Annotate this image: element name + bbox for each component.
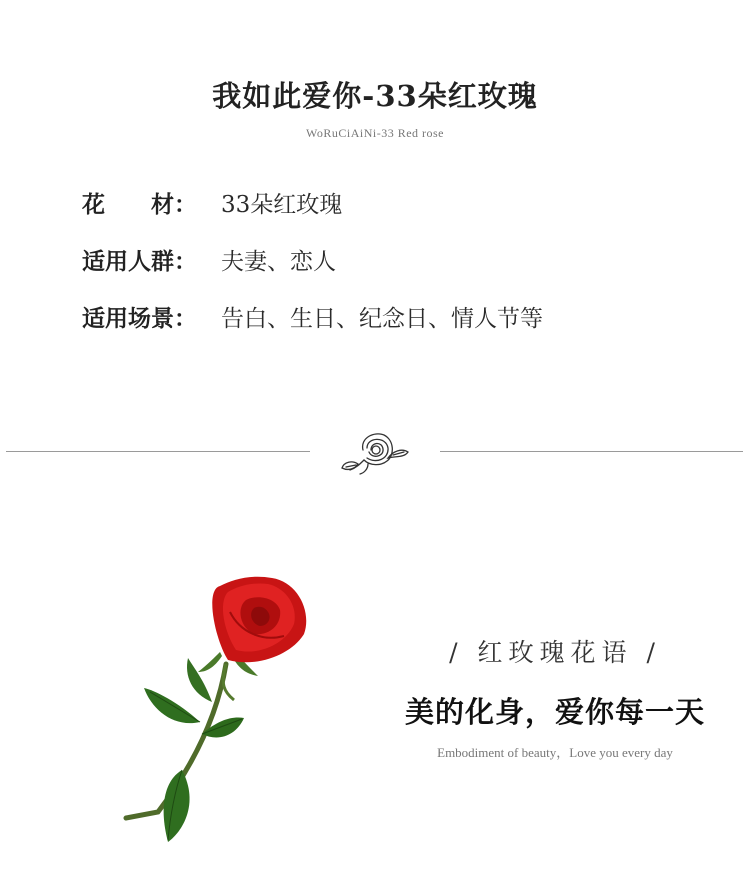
spec-value: 夫妻、恋人 (221, 249, 336, 275)
rose-outline-icon (338, 428, 412, 478)
product-title: 我如此爱你-33朵红玫瑰 (212, 79, 538, 113)
flower-language-slogan: 美的化身，爱你每一天 (404, 695, 705, 729)
spec-row-material (82, 186, 342, 219)
red-rose-image (108, 572, 318, 862)
divider-right-line (440, 451, 743, 452)
divider-left-line (6, 451, 310, 452)
spec-row-occasion (82, 300, 543, 333)
product-subtitle: WoRuCiAiNi-33 Red rose (305, 126, 445, 140)
flower-language-heading: / 红玫瑰花语 / (449, 638, 661, 667)
spec-value: 33朵红玫瑰 (221, 192, 343, 218)
spec-label: 适用场景： (82, 305, 197, 332)
spec-label: 适用人群： (82, 248, 197, 275)
spec-row-audience (82, 243, 336, 276)
flower-language-slogan-en: Embodiment of beauty，Love you every day (437, 745, 673, 760)
spec-value: 告白、生日、纪念日、情人节等 (221, 306, 543, 332)
spec-label: 花 材： (82, 191, 197, 218)
